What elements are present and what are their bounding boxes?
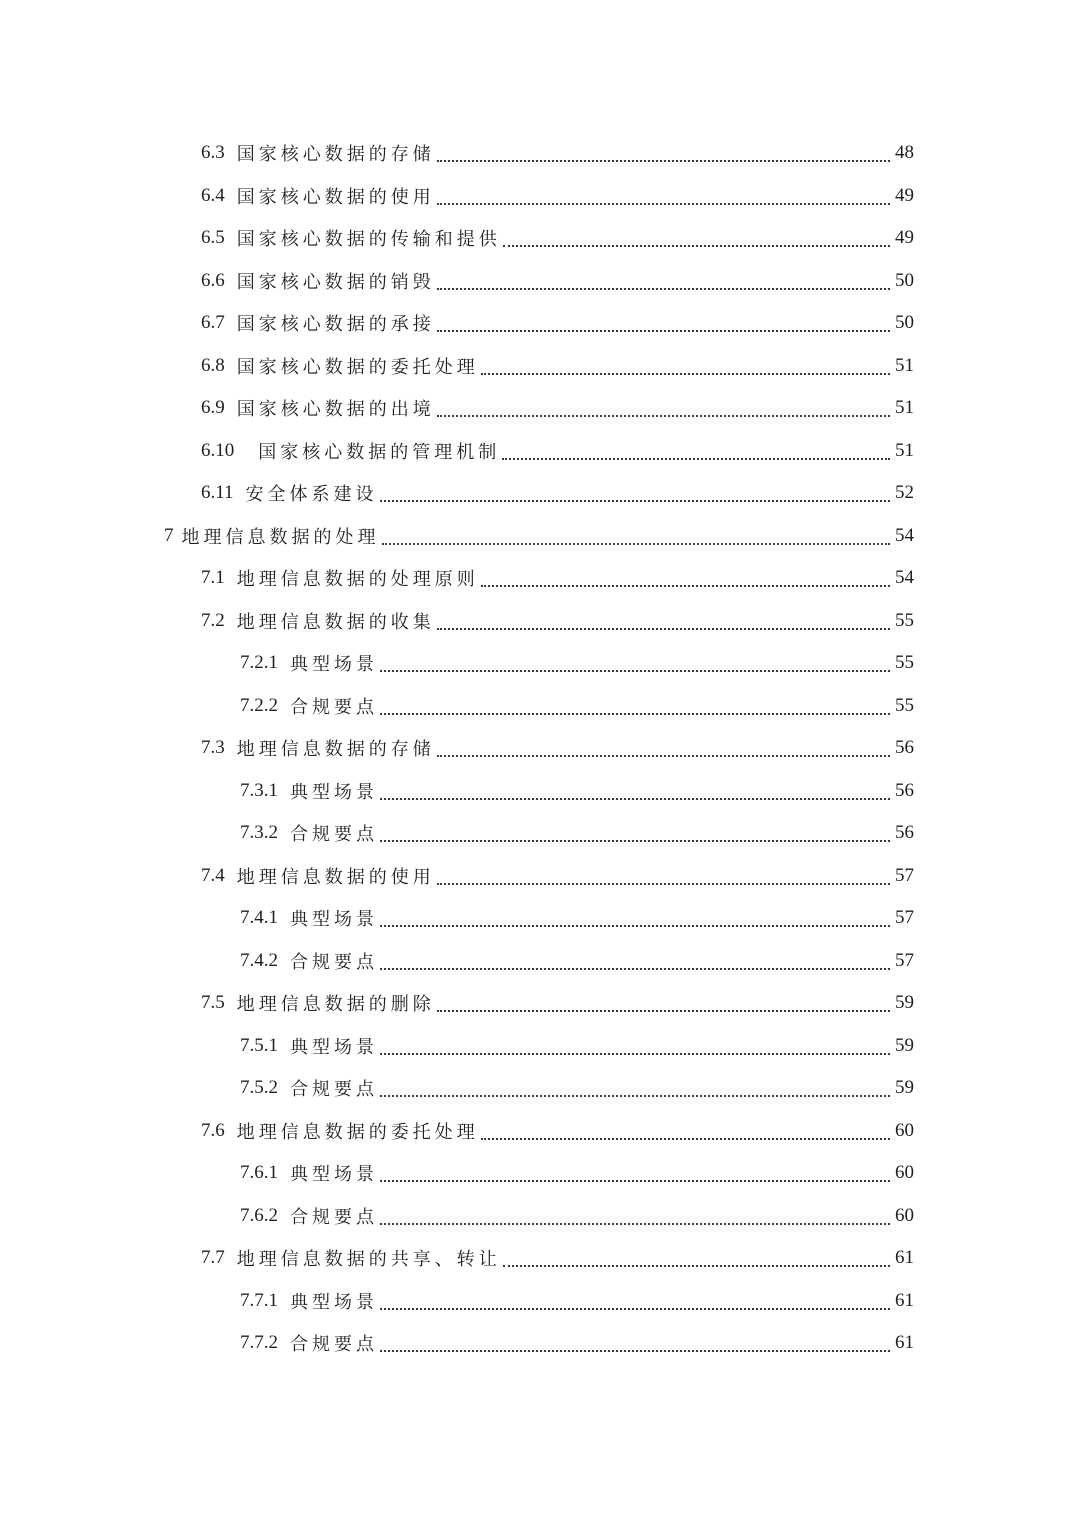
toc-entry-title: 合规要点 (290, 1334, 378, 1356)
toc-entry-title: 合规要点 (290, 696, 378, 718)
toc-entry-number: 6.4 (201, 184, 225, 206)
dot-leader (437, 203, 890, 205)
dot-leader (382, 543, 891, 545)
toc-entry-title: 地理信息数据的删除 (236, 994, 435, 1016)
dot-leader (380, 1223, 890, 1225)
toc-entry-7-7[interactable] (0, 1237, 1080, 1280)
toc-entry-number: 6.7 (201, 312, 225, 334)
toc-entry-number: 7.1 (201, 567, 225, 589)
toc-entry-6-4[interactable] (0, 175, 1080, 218)
toc-entry-7-6-1[interactable] (0, 1152, 1080, 1195)
dot-leader (503, 245, 890, 247)
toc-entry-6-6[interactable] (0, 260, 1080, 303)
toc-entry-title: 国家核心数据的承接 (236, 314, 435, 336)
toc-entry-number: 7.7.2 (240, 1332, 278, 1354)
dot-leader (380, 1308, 890, 1310)
toc-entry-title: 典型场景 (290, 909, 378, 931)
toc-entry-page: 54 (895, 567, 914, 589)
toc-entry-title: 地理信息数据的处理 (181, 526, 380, 548)
toc-entry-title: 国家核心数据的管理机制 (258, 441, 501, 463)
toc-entry-number: 7.4.2 (240, 949, 278, 971)
toc-entry-title: 地理信息数据的使用 (236, 866, 435, 888)
toc-entry-title: 国家核心数据的使用 (236, 186, 435, 208)
toc-entry-number: 7.6 (201, 1119, 225, 1141)
toc-entry-page: 55 (895, 652, 914, 674)
toc-entry-number: 7.5 (201, 992, 225, 1014)
toc-entry-title: 国家核心数据的传输和提供 (236, 229, 501, 251)
dot-leader (380, 840, 890, 842)
toc-entry-number: 7.7 (201, 1247, 225, 1269)
toc-entry-number: 7 (164, 524, 174, 546)
toc-entry-title: 典型场景 (290, 654, 378, 676)
toc-entry-number: 7.5.1 (240, 1034, 278, 1056)
toc-entry-number: 6.11 (201, 482, 234, 504)
toc-entry-6-9[interactable] (0, 387, 1080, 430)
toc-entry-page: 56 (895, 779, 914, 801)
toc-entry-7-7-1[interactable] (0, 1280, 1080, 1323)
dot-leader (481, 373, 890, 375)
toc-entry-page: 51 (895, 397, 914, 419)
toc-entry-number: 7.3 (201, 737, 225, 759)
toc-entry-7-5[interactable] (0, 982, 1080, 1025)
toc-entry-number: 7.2.1 (240, 652, 278, 674)
toc-entry-6-5[interactable] (0, 217, 1080, 260)
toc-entry-7-4[interactable] (0, 855, 1080, 898)
toc-entry-title: 地理信息数据的存储 (236, 739, 435, 761)
toc-entry-number: 7.3.1 (240, 779, 278, 801)
toc-entry-page: 50 (895, 312, 914, 334)
toc-entry-number: 7.4 (201, 864, 225, 886)
dot-leader (380, 925, 890, 927)
toc-entry-number: 6.9 (201, 397, 225, 419)
toc-entry-page: 50 (895, 269, 914, 291)
toc-entry-page: 52 (895, 482, 914, 504)
toc-entry-7-6-2[interactable] (0, 1195, 1080, 1238)
toc-entry-6-11[interactable] (0, 472, 1080, 515)
toc-entry-title: 典型场景 (290, 1164, 378, 1186)
toc-entry-7-2[interactable] (0, 600, 1080, 643)
toc-entry-page: 61 (895, 1289, 914, 1311)
toc-entry-title: 典型场景 (290, 1036, 378, 1058)
dot-leader (437, 1010, 890, 1012)
toc-entry-7-3[interactable] (0, 727, 1080, 770)
toc-entry-title: 国家核心数据的销毁 (236, 271, 435, 293)
toc-entry-title: 地理信息数据的共享、转让 (236, 1249, 501, 1271)
toc-entry-page: 48 (895, 142, 914, 164)
toc-entry-page: 55 (895, 609, 914, 631)
toc-entry-7-4-2[interactable] (0, 940, 1080, 983)
toc-entry-page: 54 (895, 524, 914, 546)
toc-entry-page: 57 (895, 949, 914, 971)
dot-leader (437, 755, 890, 757)
toc-entry-7-3-1[interactable] (0, 770, 1080, 813)
dot-leader (502, 458, 890, 460)
dot-leader (380, 500, 890, 502)
dot-leader (437, 883, 890, 885)
toc-entry-page: 56 (895, 822, 914, 844)
toc-entry-page: 60 (895, 1204, 914, 1226)
toc-entry-title: 国家核心数据的存储 (236, 144, 435, 166)
dot-leader (380, 1053, 890, 1055)
toc-entry-number: 7.3.2 (240, 822, 278, 844)
toc-entry-page: 55 (895, 694, 914, 716)
toc-entry-page: 59 (895, 1077, 914, 1099)
dot-leader (437, 160, 890, 162)
toc-entry-number: 7.2.2 (240, 694, 278, 716)
toc-entry-number: 6.5 (201, 227, 225, 249)
dot-leader (437, 415, 890, 417)
dot-leader (380, 798, 890, 800)
toc-entry-page: 56 (895, 737, 914, 759)
toc-entry-title: 典型场景 (290, 781, 378, 803)
dot-leader (481, 1138, 890, 1140)
toc-entry-title: 地理信息数据的委托处理 (236, 1121, 479, 1143)
toc-entry-6-7[interactable] (0, 302, 1080, 345)
toc-entry-number: 6.6 (201, 269, 225, 291)
toc-entry-6-3[interactable] (0, 132, 1080, 175)
toc-entry-page: 60 (895, 1119, 914, 1141)
toc-entry-6-10[interactable] (0, 430, 1080, 473)
dot-leader (380, 1350, 890, 1352)
toc-entry-title: 合规要点 (290, 951, 378, 973)
toc-entry-number: 6.8 (201, 354, 225, 376)
toc-entry-page: 59 (895, 1034, 914, 1056)
toc-entry-number: 7.2 (201, 609, 225, 631)
toc-entry-title: 合规要点 (290, 1206, 378, 1228)
toc-entry-page: 49 (895, 184, 914, 206)
toc-entry-7-7-2[interactable] (0, 1322, 1080, 1365)
toc-entry-7-5-2[interactable] (0, 1067, 1080, 1110)
toc-entry-title: 典型场景 (290, 1291, 378, 1313)
toc-entry-7[interactable] (0, 515, 1080, 558)
toc-entry-number: 7.6.1 (240, 1162, 278, 1184)
toc-entry-title: 合规要点 (290, 1079, 378, 1101)
table-of-contents (0, 132, 1080, 1365)
dot-leader (380, 1180, 890, 1182)
toc-entry-7-6[interactable] (0, 1110, 1080, 1153)
toc-entry-title: 合规要点 (290, 824, 378, 846)
toc-entry-page: 57 (895, 864, 914, 886)
toc-entry-title: 地理信息数据的收集 (236, 611, 435, 633)
toc-entry-title: 地理信息数据的处理原则 (236, 569, 479, 591)
toc-entry-number: 7.4.1 (240, 907, 278, 929)
toc-entry-7-5-1[interactable] (0, 1025, 1080, 1068)
toc-entry-7-2-1[interactable] (0, 642, 1080, 685)
toc-entry-page: 60 (895, 1162, 914, 1184)
toc-entry-page: 51 (895, 439, 914, 461)
toc-entry-7-3-2[interactable] (0, 812, 1080, 855)
toc-entry-page: 61 (895, 1247, 914, 1269)
toc-entry-number: 6.10 (201, 439, 235, 461)
toc-entry-page: 57 (895, 907, 914, 929)
dot-leader (481, 585, 890, 587)
dot-leader (503, 1265, 890, 1267)
toc-entry-number: 7.7.1 (240, 1289, 278, 1311)
dot-leader (380, 713, 890, 715)
toc-entry-number: 6.3 (201, 142, 225, 164)
toc-entry-page: 61 (895, 1332, 914, 1354)
toc-entry-title: 安全体系建设 (245, 484, 378, 506)
dot-leader (380, 1095, 890, 1097)
toc-entry-7-1[interactable] (0, 557, 1080, 600)
dot-leader (437, 288, 890, 290)
toc-entry-7-4-1[interactable] (0, 897, 1080, 940)
dot-leader (437, 628, 890, 630)
toc-entry-7-2-2[interactable] (0, 685, 1080, 728)
toc-entry-number: 7.6.2 (240, 1204, 278, 1226)
toc-entry-page: 49 (895, 227, 914, 249)
dot-leader (380, 670, 890, 672)
toc-entry-number: 7.5.2 (240, 1077, 278, 1099)
toc-entry-page: 59 (895, 992, 914, 1014)
dot-leader (380, 968, 890, 970)
toc-entry-title: 国家核心数据的委托处理 (236, 356, 479, 378)
dot-leader (437, 330, 890, 332)
toc-entry-page: 51 (895, 354, 914, 376)
toc-entry-title: 国家核心数据的出境 (236, 399, 435, 421)
toc-entry-6-8[interactable] (0, 345, 1080, 388)
